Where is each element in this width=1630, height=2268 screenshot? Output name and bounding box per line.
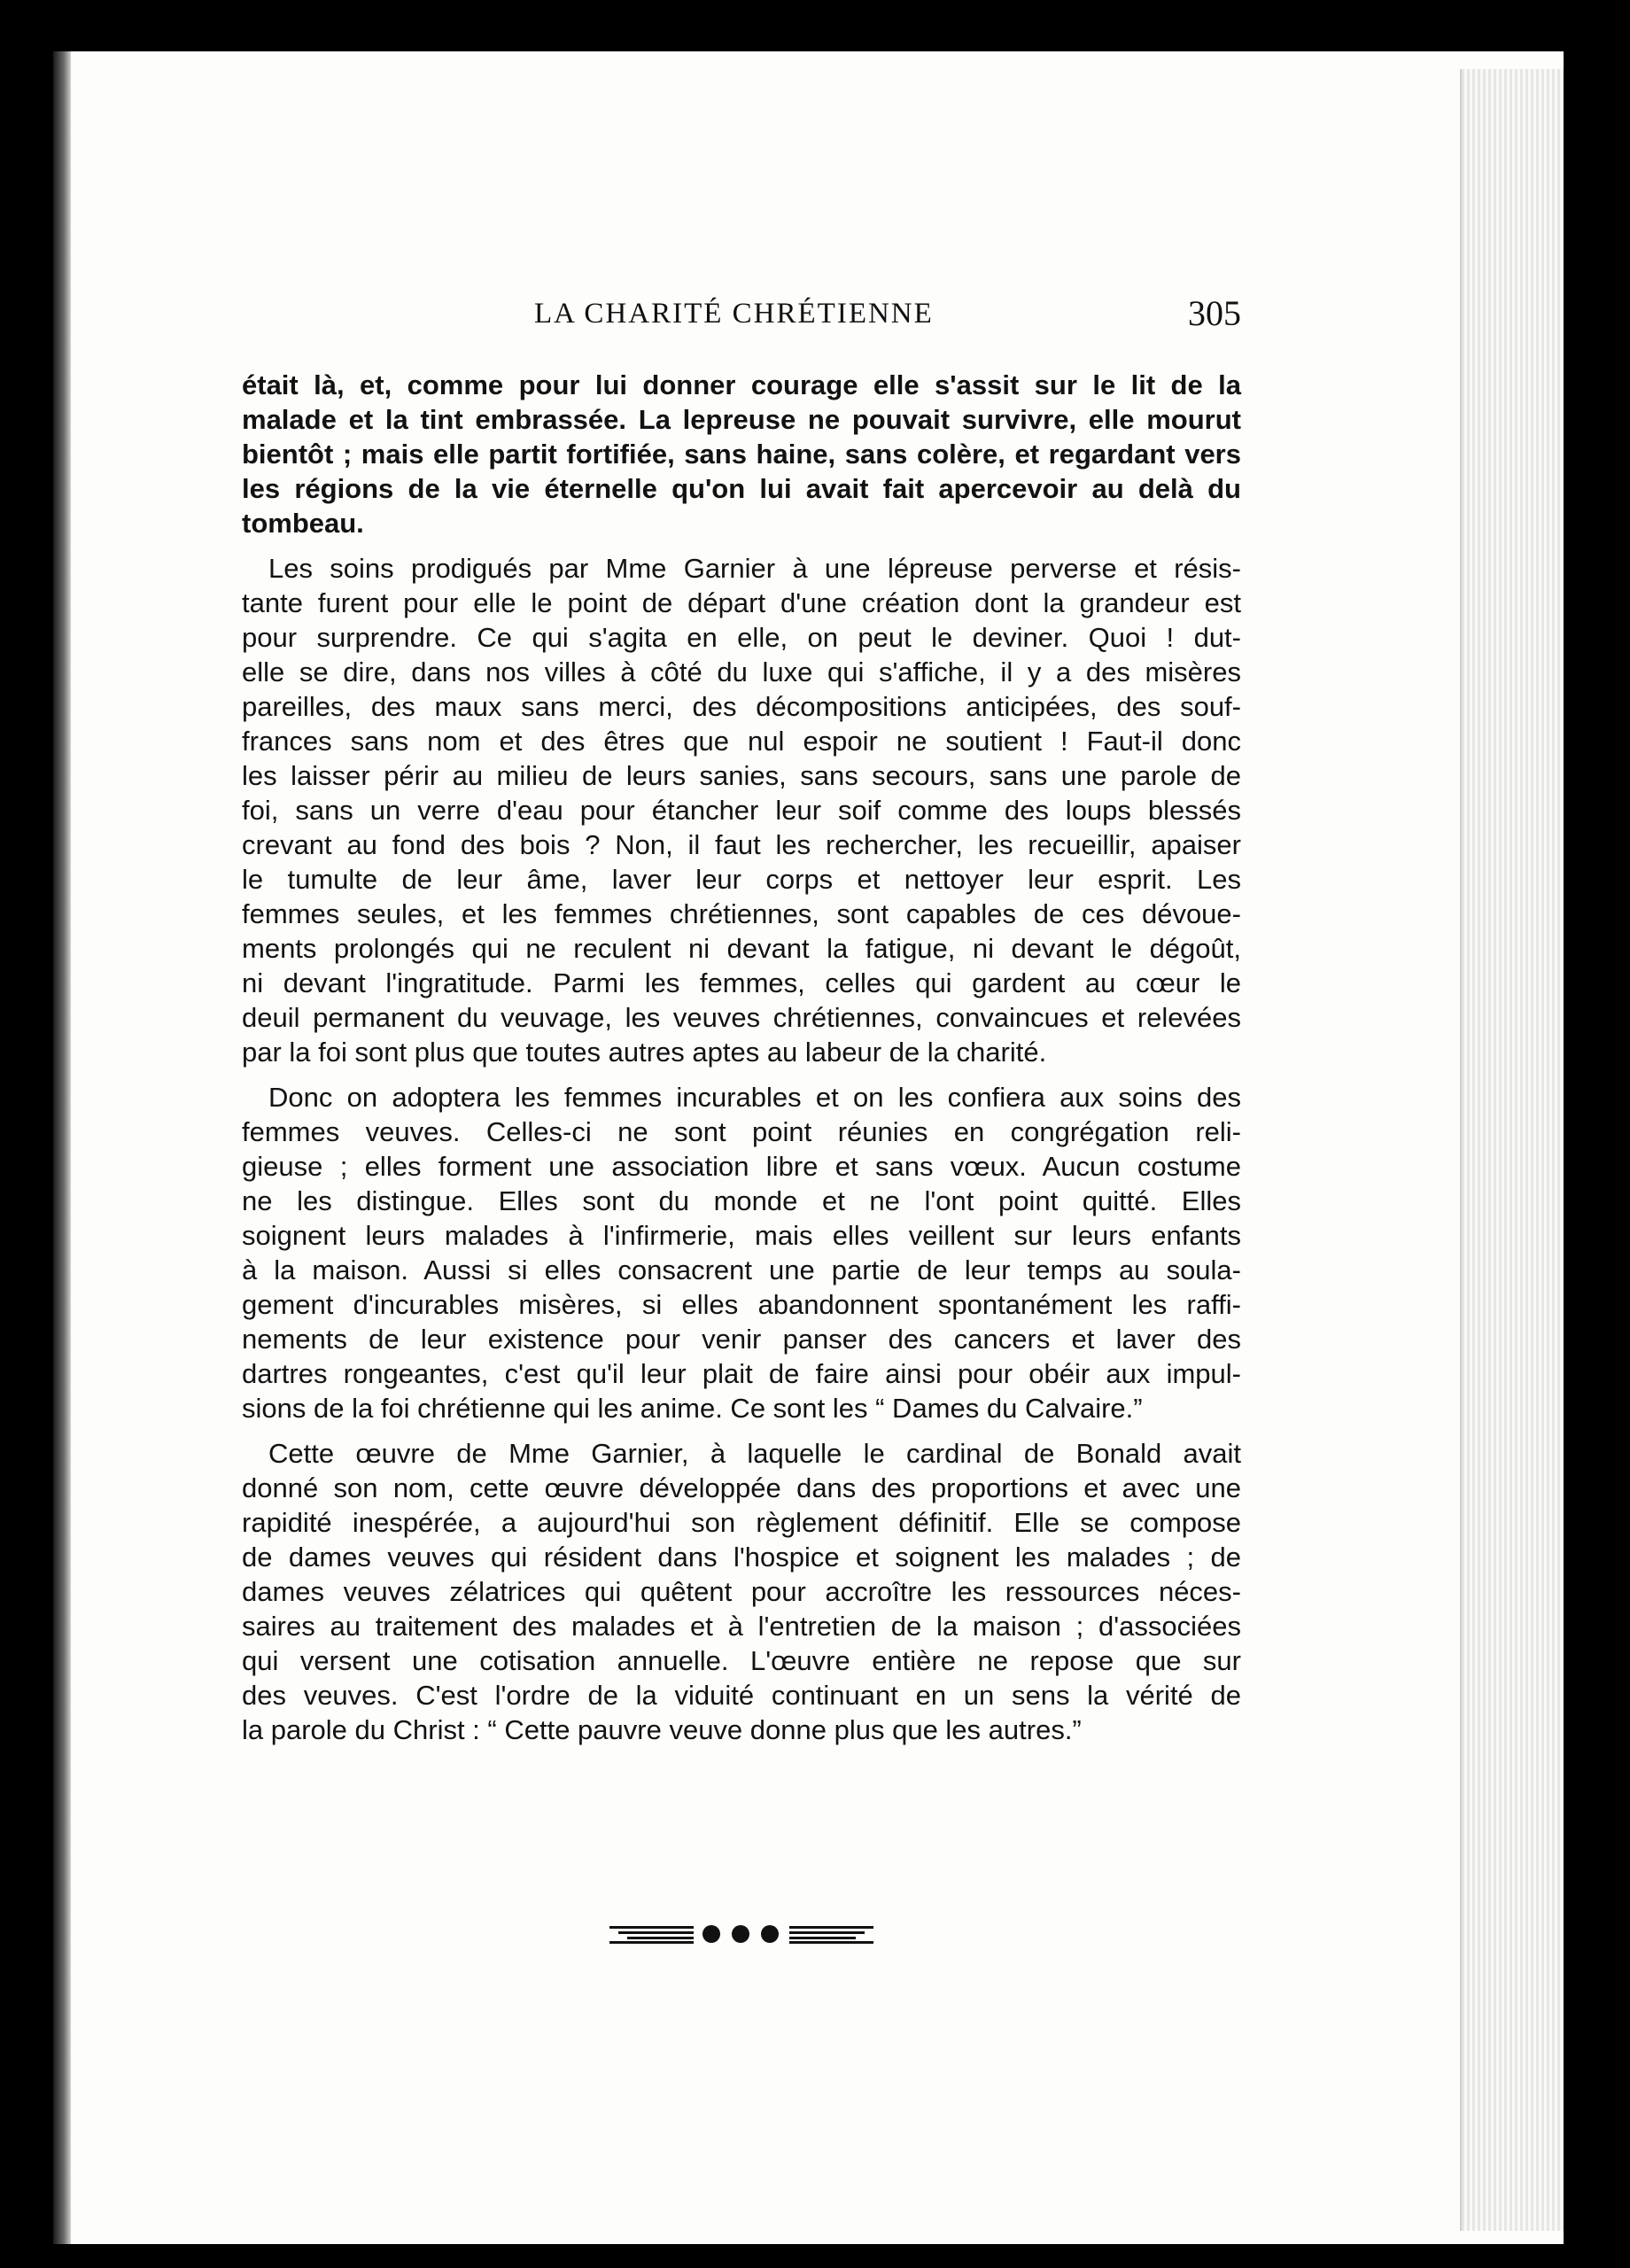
text-line: par la foi sont plus que toutes autres aptes au labeur de la charité. [242, 1037, 1047, 1068]
text-line: dartres rongeantes, c'est qu'il leur plait de faire ainsi pour obéir aux impul- [242, 1358, 1241, 1389]
page-spine-shadow [53, 51, 71, 2244]
text-line: malade et la tint embrassée. La lepreuse ne pouvait survivre, elle mourut [242, 404, 1241, 435]
tailpiece-ornament [609, 1921, 875, 1947]
text-line: gieuse ; elles forment une association libre et sans vœux. Aucun costume [242, 1151, 1241, 1182]
page-edge-stack [1460, 69, 1564, 2231]
text-line: de dames veuves qui résident dans l'hospice et soignent les malades ; de [242, 1542, 1241, 1573]
text-line: ne les distingue. Elles sont du monde et ne l'ont point quitté. Elles [242, 1185, 1241, 1216]
text-line: Cette œuvre de Mme Garnier, à laquelle le cardinal de Bonald avait [268, 1438, 1241, 1469]
text-line: ments prolongés qui ne reculent ni devant la fatigue, ni devant le dégoût, [242, 933, 1241, 964]
text-line: saires au traitement des malades et à l'entretien de la maison ; d'associées [242, 1611, 1241, 1642]
text-line: bientôt ; mais elle partit fortifiée, sans haine, sans colère, et regardant vers [242, 439, 1241, 470]
text-line: tante furent pour elle le point de départ d'une création dont la grandeur est [242, 587, 1241, 618]
text-line: deuil permanent du veuvage, les veuves chrétiennes, convaincues et relevées [242, 1002, 1241, 1033]
text-line: les laisser périr au milieu de leurs sanies, sans secours, sans une parole de [242, 760, 1241, 791]
text-line: nements de leur existence pour venir panser des cancers et laver des [242, 1324, 1241, 1355]
text-line: crevant au fond des bois ? Non, il faut les rechercher, les recueillir, apaiser [242, 829, 1241, 860]
text-line: femmes seules, et les femmes chrétiennes, sont capables de ces dévoue- [242, 898, 1241, 929]
text-line: était là, et, comme pour lui donner courage elle s'assit sur le lit de la [242, 369, 1241, 400]
text-line: foi, sans un verre d'eau pour étancher leur soif comme des loups blessés [242, 795, 1241, 826]
paragraph [242, 551, 1241, 1069]
text-line: tombeau. [242, 508, 364, 539]
text-line: Donc on adoptera les femmes incurables et on les confiera aux soins des [268, 1082, 1241, 1113]
tailpiece-ornament-icon [609, 1921, 875, 1947]
text-line: dames veuves zélatrices qui quêtent pour accroître les ressources néces- [242, 1576, 1241, 1607]
text-line: donné son nom, cette œuvre développée dans des proportions et avec une [242, 1472, 1241, 1503]
text-line: les régions de la vie éternelle qu'on lui avait fait apercevoir au delà du [242, 473, 1241, 504]
text-line: le tumulte de leur âme, laver leur corps et nettoyer leur esprit. Les [242, 864, 1241, 895]
text-line: frances sans nom et des êtres que nul espoir ne soutient ! Faut-il donc [242, 726, 1241, 757]
text-line: sions de la foi chrétienne qui les anime. Ce sont les “ Dames du Calvaire.” [242, 1393, 1143, 1424]
paragraph [242, 1436, 1241, 1747]
text-line: la parole du Christ : “ Cette pauvre veuve donne plus que les autres.” [242, 1714, 1082, 1745]
page-number: 305 [1188, 293, 1241, 333]
text-line: des veuves. C'est l'ordre de la viduité continuant en un sens la vérité de [242, 1680, 1241, 1711]
running-title: LA CHARITÉ CHRÉTIENNE [534, 298, 934, 330]
text-line: gement d'incurables misères, si elles abandonnent spontanément les raffi- [242, 1289, 1241, 1320]
text-line: rapidité inespérée, a aujourd'hui son règlement définitif. Elle se compose [242, 1507, 1241, 1538]
text-line: elle se dire, dans nos villes à côté du luxe qui s'affiche, il y a des misères [242, 656, 1241, 687]
running-head [242, 293, 1241, 342]
text-line: Les soins prodigués par Mme Garnier à une lépreuse perverse et résis- [268, 553, 1241, 584]
text-line: soignent leurs malades à l'infirmerie, mais elles veillent sur leurs enfants [242, 1220, 1241, 1251]
text-line: qui versent une cotisation annuelle. L'œuvre entière ne repose que sur [242, 1645, 1241, 1676]
text-line: ni devant l'ingratitude. Parmi les femmes, celles qui gardent au cœur le [242, 967, 1241, 998]
paragraph [242, 368, 1241, 540]
text-line: à la maison. Aussi si elles consacrent une partie de leur temps au soula- [242, 1254, 1241, 1285]
text-line: femmes veuves. Celles-ci ne sont point réunies en congrégation reli- [242, 1116, 1241, 1147]
text-line: pour surprendre. Ce qui s'agita en elle, on peut le deviner. Quoi ! dut- [242, 622, 1241, 653]
paragraph [242, 1080, 1241, 1425]
body-text [242, 368, 1241, 1758]
text-line: pareilles, des maux sans merci, des décompositions anticipées, des souf- [242, 691, 1241, 722]
